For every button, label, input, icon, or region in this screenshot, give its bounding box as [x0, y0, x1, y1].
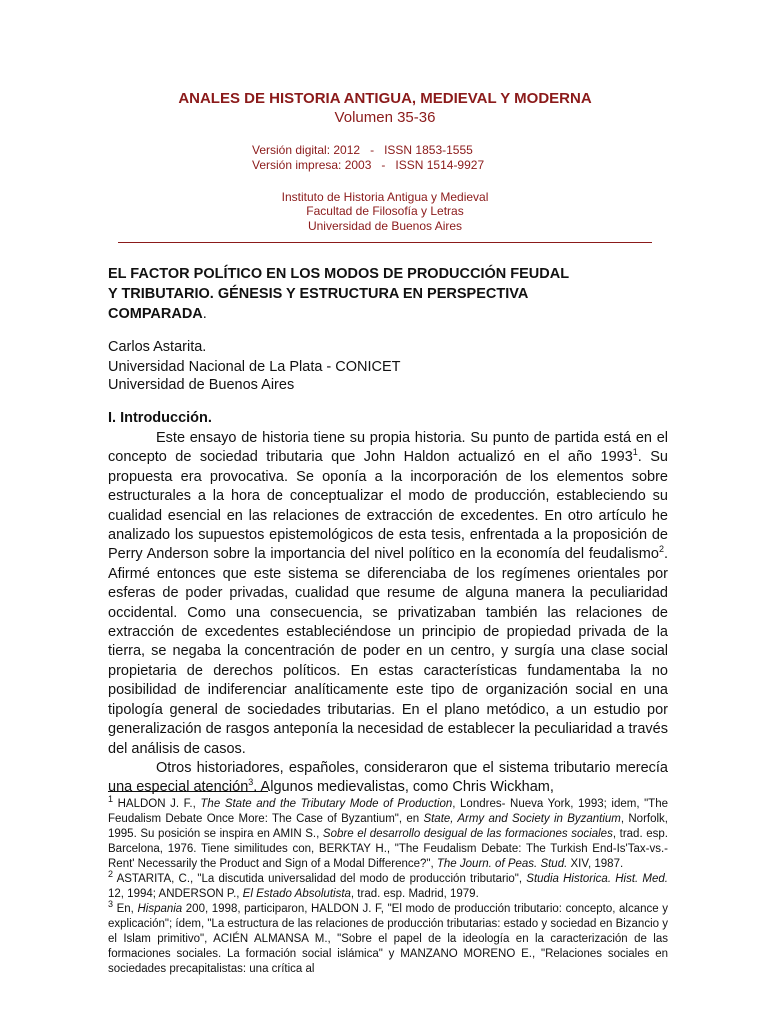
title-period: . — [202, 306, 207, 322]
p2-text-a: Otros historiadores, españoles, consideraron que el sistema tributario merecía una especial atención — [108, 759, 668, 796]
footnote-divider — [108, 791, 268, 792]
footnote-ref-1[interactable]: 1 — [632, 447, 638, 458]
section-heading: I. Introducción. — [108, 410, 212, 426]
print-version-issn: Versión impresa: 2003 - ISSN 1514-9927 — [252, 158, 485, 172]
p1-text-b: . Su propuesta era provocativa. Se oponía a la incorporación de los elementos sobre estructurales a la hora de conceptualizar el modo de producción, estableciendo su cualidad esencial en las relaciones de extracción de excedentes. En otro artículo he analizado los supuestos epistemológicos de esta tesis, enfrentada a la proposición de Perry Anderson sobre la importancia del nivel político en la economía del feudalismo — [108, 449, 668, 563]
faculty-name: Facultad de Filosofía y Letras — [306, 204, 464, 218]
footnote-number-1: 1 — [108, 794, 114, 805]
paragraph-1 — [108, 429, 668, 759]
footnote-ref-2[interactable]: 2 — [658, 544, 664, 555]
journal-title: ANALES DE HISTORIA ANTIGUA, MEDIEVAL Y MODERNA — [178, 90, 592, 107]
fn1-italic-2: State, Army and Society in Byzantium — [423, 813, 621, 825]
fn2-text-a: ASTARITA, C., "La discutida universalidad del modo de producción tributario", — [113, 873, 527, 885]
fn1-italic-3: Sobre el desarrollo desigual de las formaciones sociales — [322, 828, 613, 840]
footnote-number-3: 3 — [108, 899, 114, 910]
title-line-2: Y TRIBUTARIO. GÉNESIS Y ESTRUCTURA EN PERSPECTIVA — [108, 286, 529, 302]
title-line-1: EL FACTOR POLÍTICO EN LOS MODOS DE PRODUCCIÓN FEUDAL — [108, 266, 570, 282]
fn2-italic-1: Studia Historica. Hist. Med. — [526, 873, 668, 885]
fn1-text-d: , trad. esp. Barcelona, 1976. Tiene similitudes con, BERKTAY H., "The Feudalism Debate: The Turkish End-Is'Tax-vs.-Rent' Necessarily the Product and Sign of a Modal Difference?", — [108, 828, 668, 870]
fn3-italic-1: Hispania — [137, 903, 183, 915]
title-line-3-text: COMPARADA — [108, 306, 203, 322]
fn2-text-b: 12, 1994; ANDERSON P., — [108, 888, 243, 900]
author-affiliation-2: Universidad de Buenos Aires — [108, 377, 295, 393]
fn2-text-c: , trad. esp. Madrid, 1979. — [350, 888, 479, 900]
digital-version-issn: Versión digital: 2012 - ISSN 1853-1555 — [252, 143, 473, 157]
p2-text-b: . Algunos medievalistas, como Chris Wickham, — [253, 779, 554, 796]
footnote-ref-3[interactable]: 3 — [248, 777, 254, 788]
fn1-italic-1: The State and the Tributary Mode of Production — [200, 798, 453, 810]
footnotes — [108, 794, 669, 977]
footnote-1 — [108, 794, 669, 872]
author-affiliation-1: Universidad Nacional de La Plata - CONICET — [108, 359, 401, 375]
fn3-text-a: En, — [113, 903, 138, 915]
fn1-text-b: , Londres- Nueva York, 1993; idem, "The Feudalism Debate Once More: The Case of Byzantium", en — [108, 798, 669, 825]
journal-volume: Volumen 35-36 — [334, 109, 436, 126]
p1-text-c: . Afirmé entonces que este sistema se diferenciaba de los regímenes orientales por esferas de poder privadas, cualidad que resume de alguna manera la peculiaridad occidental. Como una consecuencia, se privatizaban también las relaciones de extracción de excedentes estableciéndose un principio de propiedad privada de la tierra, se negaba la concentración de poder en un centro, y surgía una clase social propietaria de derechos políticos. En estas características fundamentaba la no posibilidad de indiferenciar analíticamente este tipo de organización social en una tipología general de sociedades tributarias. En el plano metódico, a un estudio por generalización de rasgos anteponía la necesidad de establecer la peculiaridad a través del análisis de casos. — [108, 546, 668, 757]
fn1-text-e: XIV, 1987. — [567, 858, 624, 870]
p1-text-a: Este ensayo de historia tiene su propia historia. Su punto de partida está en el concepto de sociedad tributaria que John Haldon actualizó en el año 1993 — [108, 430, 668, 466]
footnote-number-2: 2 — [108, 869, 114, 880]
author-name: Carlos Astarita. — [108, 339, 207, 355]
university-name: Universidad de Buenos Aires — [307, 219, 463, 233]
article-body — [108, 429, 668, 798]
institute-name: Instituto de Historia Antigua y Medieval — [281, 190, 489, 204]
article-title — [108, 264, 668, 324]
fn1-italic-4: The Journ. of Peas. Stud. — [436, 858, 568, 870]
footnote-2 — [108, 869, 668, 902]
fn1-text-c: , Norfolk, 1995. Su posición se inspira en AMIN S., — [108, 813, 668, 840]
fn1-text-a: HALDON J. F., — [113, 798, 201, 810]
title-line-3 — [108, 304, 668, 324]
header-divider — [118, 242, 652, 243]
fn2-italic-2: El Estado Absolutista — [242, 888, 351, 900]
footnote-3 — [108, 899, 668, 977]
fn3-text-b: 200, 1998, participaron, HALDON J. F, "El modo de producción tributario: concepto, alcance y explicación"; ídem, "La estructura de las relaciones de producción tributarias: estado y sociedad en Bizancio y el Islam primitivo", ACIÉN ALMANSA M., "Sobre el papel de la ideología en la caracterización de las formaciones sociales. La formación social islámica" y MANZANO MORENO E., "Relaciones sociales en sociedades precapitalistas: una crítica al — [108, 903, 668, 975]
